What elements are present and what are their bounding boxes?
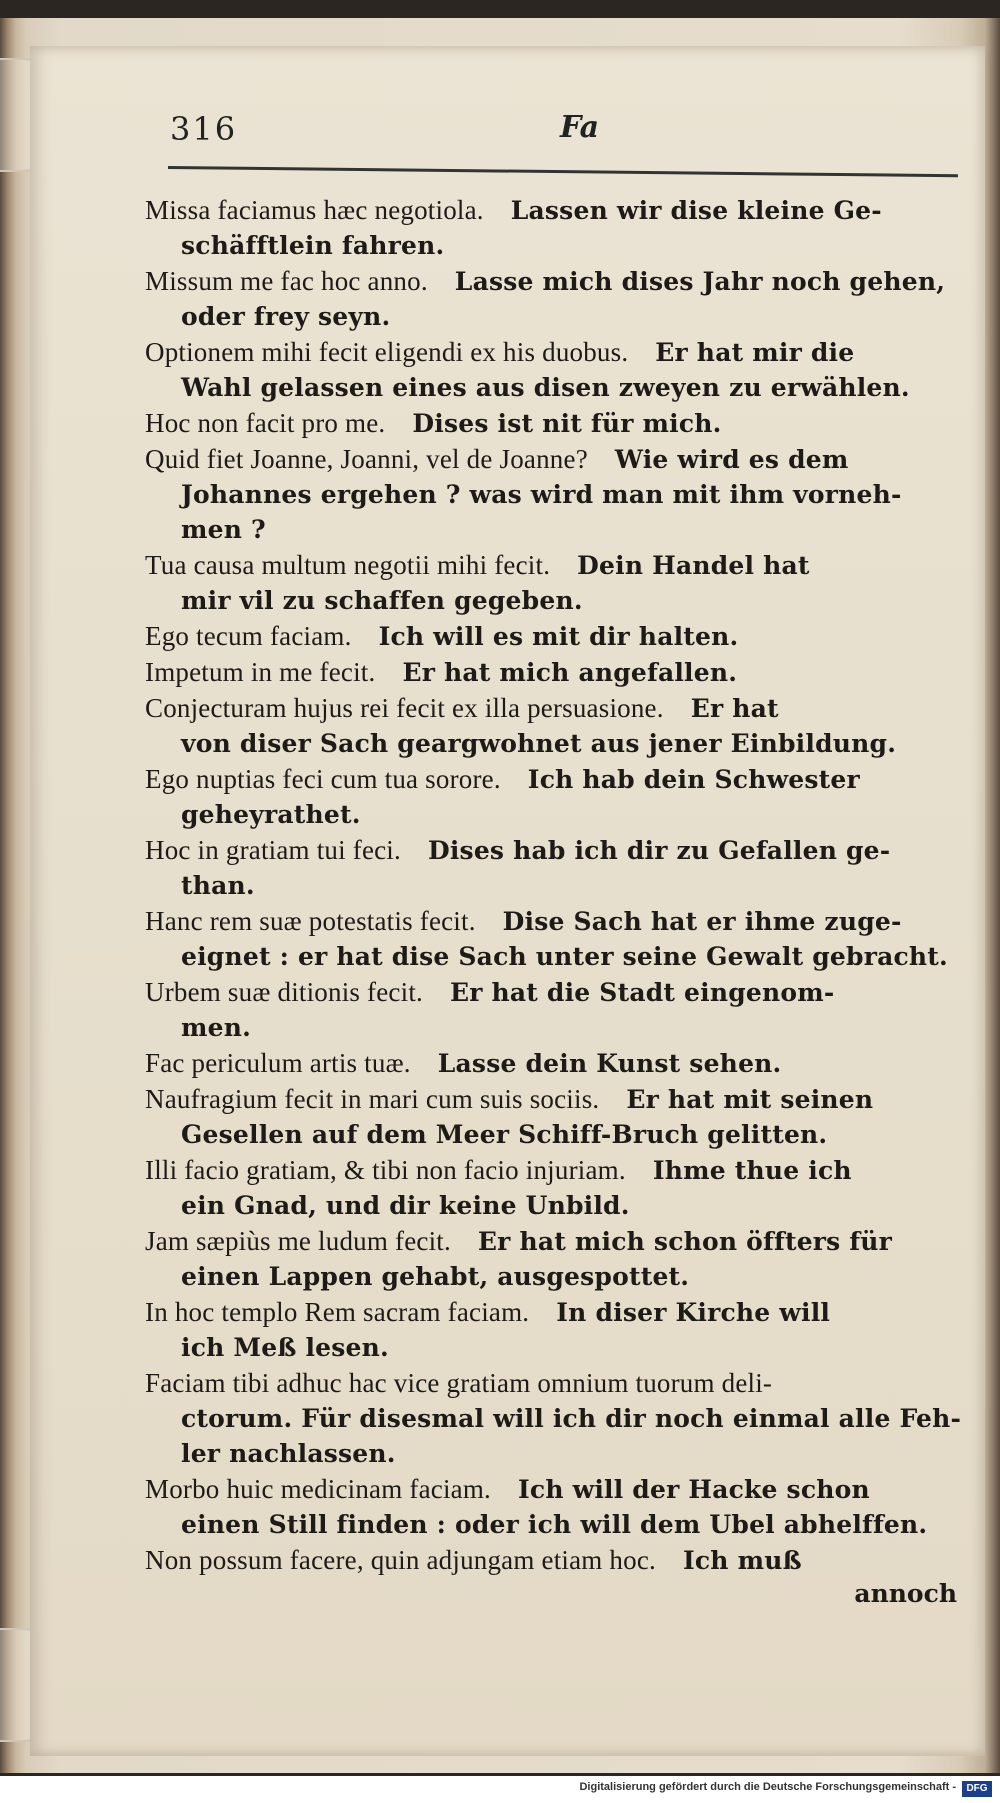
continuation-line: ler nachlassen. (181, 1439, 396, 1468)
entry (145, 1472, 975, 1542)
entry (145, 1366, 975, 1471)
footer-credit: Digitalisierung gefördert durch die Deutsche Forschungsgemeinschaft - (579, 1781, 956, 1793)
entry (145, 1224, 975, 1294)
german-translation: Dise Sach hat er ihme zuge- (502, 907, 902, 936)
german-translation: Er hat (690, 694, 779, 723)
german-translation: Lasse mich dises Jahr noch gehen, (454, 267, 946, 296)
latin-phrase: Ego tecum faciam. (145, 621, 352, 651)
german-translation: Dises ist nit für mich. (412, 409, 722, 438)
continuation-line: mir vil zu schaffen gegeben. (181, 586, 583, 615)
entry (145, 335, 975, 405)
catchword: annoch (854, 1579, 957, 1608)
entry (145, 548, 975, 618)
entry (145, 442, 975, 547)
continuation-line: einen Lappen gehabt, ausgespottet. (181, 1262, 690, 1291)
running-head: Fa (560, 110, 600, 145)
continuation-line: Wahl gelassen eines aus disen zweyen zu erwählen. (181, 373, 910, 402)
german-translation: Ich will der Hacke schon (518, 1475, 870, 1504)
continuation-line: schäfftlein fahren. (181, 231, 445, 260)
entry (145, 975, 975, 1045)
latin-phrase: Hoc non facit pro me. (145, 408, 386, 438)
german-translation: Lassen wir dise kleine Ge- (510, 196, 882, 225)
entry (145, 264, 975, 334)
entry (145, 406, 975, 441)
entry (145, 904, 975, 974)
latin-phrase: Ego nuptias feci cum tua sorore. (145, 764, 501, 794)
german-translation: Ihme thue ich (652, 1156, 852, 1185)
german-translation: Dein Handel hat (577, 551, 810, 580)
german-translation: Ich hab dein Schwester (527, 765, 860, 794)
latin-phrase: Jam sæpiùs me ludum fecit. (145, 1226, 451, 1256)
latin-phrase: Morbo huic medicinam faciam. (145, 1474, 491, 1504)
page-number: 316 (170, 110, 238, 148)
entry (145, 691, 975, 761)
continuation-line: geheyrathet. (181, 800, 361, 829)
latin-phrase: Hanc rem suæ potestatis fecit. (145, 906, 476, 936)
continuation-line: ctorum. Für disesmal will ich dir noch einmal alle Feh- (181, 1404, 962, 1433)
german-translation: In diser Kirche will (556, 1298, 831, 1327)
latin-phrase: Urbem suæ ditionis fecit. (145, 977, 423, 1007)
latin-phrase: Missa faciamus hæc negotiola. (145, 195, 484, 225)
entry (145, 762, 975, 832)
footer-strip (0, 1776, 1000, 1803)
continuation-line: von diser Sach geargwohnet aus jener Einbildung. (181, 729, 897, 758)
continuation-line: ein Gnad, und dir keine Unbild. (181, 1191, 630, 1220)
continuation-line: oder frey seyn. (181, 302, 391, 331)
latin-phrase: Naufragium fecit in mari cum suis sociis. (145, 1084, 600, 1114)
entry (145, 1153, 975, 1223)
entry (145, 1046, 975, 1081)
continuation-line: men ? (181, 515, 266, 544)
latin-phrase: Optionem mihi fecit eligendi ex his duobus. (145, 337, 629, 367)
german-translation: Er hat mit seinen (626, 1085, 874, 1114)
dfg-logo: DFG (962, 1781, 992, 1797)
latin-phrase: Conjecturam hujus rei fecit ex illa persuasione. (145, 693, 664, 723)
latin-phrase: Fac periculum artis tuæ. (145, 1048, 411, 1078)
entry (145, 833, 975, 903)
latin-phrase: Quid fiet Joanne, Joanni, vel de Joanne? (145, 444, 588, 474)
entry (145, 193, 975, 263)
german-translation: Er hat mich angefallen. (402, 658, 738, 687)
continuation-line: men. (181, 1013, 252, 1042)
latin-phrase: Non possum facere, quin adjungam etiam hoc. (145, 1545, 656, 1575)
german-translation: Dises hab ich dir zu Gefallen ge- (427, 836, 891, 865)
latin-phrase: Impetum in me fecit. (145, 657, 376, 687)
book-scan (0, 18, 1000, 1773)
latin-phrase: In hoc templo Rem sacram faciam. (145, 1297, 530, 1327)
entry (145, 655, 975, 690)
continuation-line: Gesellen auf dem Meer Schiff-Bruch gelitten. (181, 1120, 828, 1149)
german-translation: Ich will es mit dir halten. (378, 622, 739, 651)
page-text (145, 193, 975, 1608)
latin-phrase: Tua causa multum negotii mihi fecit. (145, 550, 551, 580)
continuation-line: einen Still finden : oder ich will dem Ubel abhelffen. (181, 1510, 928, 1539)
entry (145, 1082, 975, 1152)
entry (145, 1295, 975, 1365)
german-translation: Ich muß (682, 1546, 802, 1575)
latin-phrase: Faciam tibi adhuc hac vice gratiam omnium tuorum deli- (145, 1368, 773, 1398)
continuation-line: ich Meß lesen. (181, 1333, 389, 1362)
german-translation: Lasse dein Kunst sehen. (437, 1049, 782, 1078)
page-header (140, 88, 960, 178)
continuation-line: Johannes ergehen ? was wird man mit ihm vorneh- (181, 480, 902, 509)
header-rule (168, 166, 958, 177)
entry (145, 619, 975, 654)
continuation-line: than. (181, 871, 255, 900)
german-translation: Er hat mir die (655, 338, 855, 367)
entry (145, 1543, 975, 1578)
german-translation: Er hat die Stadt eingenom- (449, 978, 835, 1007)
german-translation: Er hat mich schon öffters für (477, 1227, 893, 1256)
latin-phrase: Missum me fac hoc anno. (145, 266, 428, 296)
latin-phrase: Illi facio gratiam, & tibi non facio injuriam. (145, 1155, 626, 1185)
german-translation: Wie wird es dem (614, 445, 849, 474)
latin-phrase: Hoc in gratiam tui feci. (145, 835, 401, 865)
continuation-line: eignet : er hat dise Sach unter seine Gewalt gebracht. (181, 942, 948, 971)
